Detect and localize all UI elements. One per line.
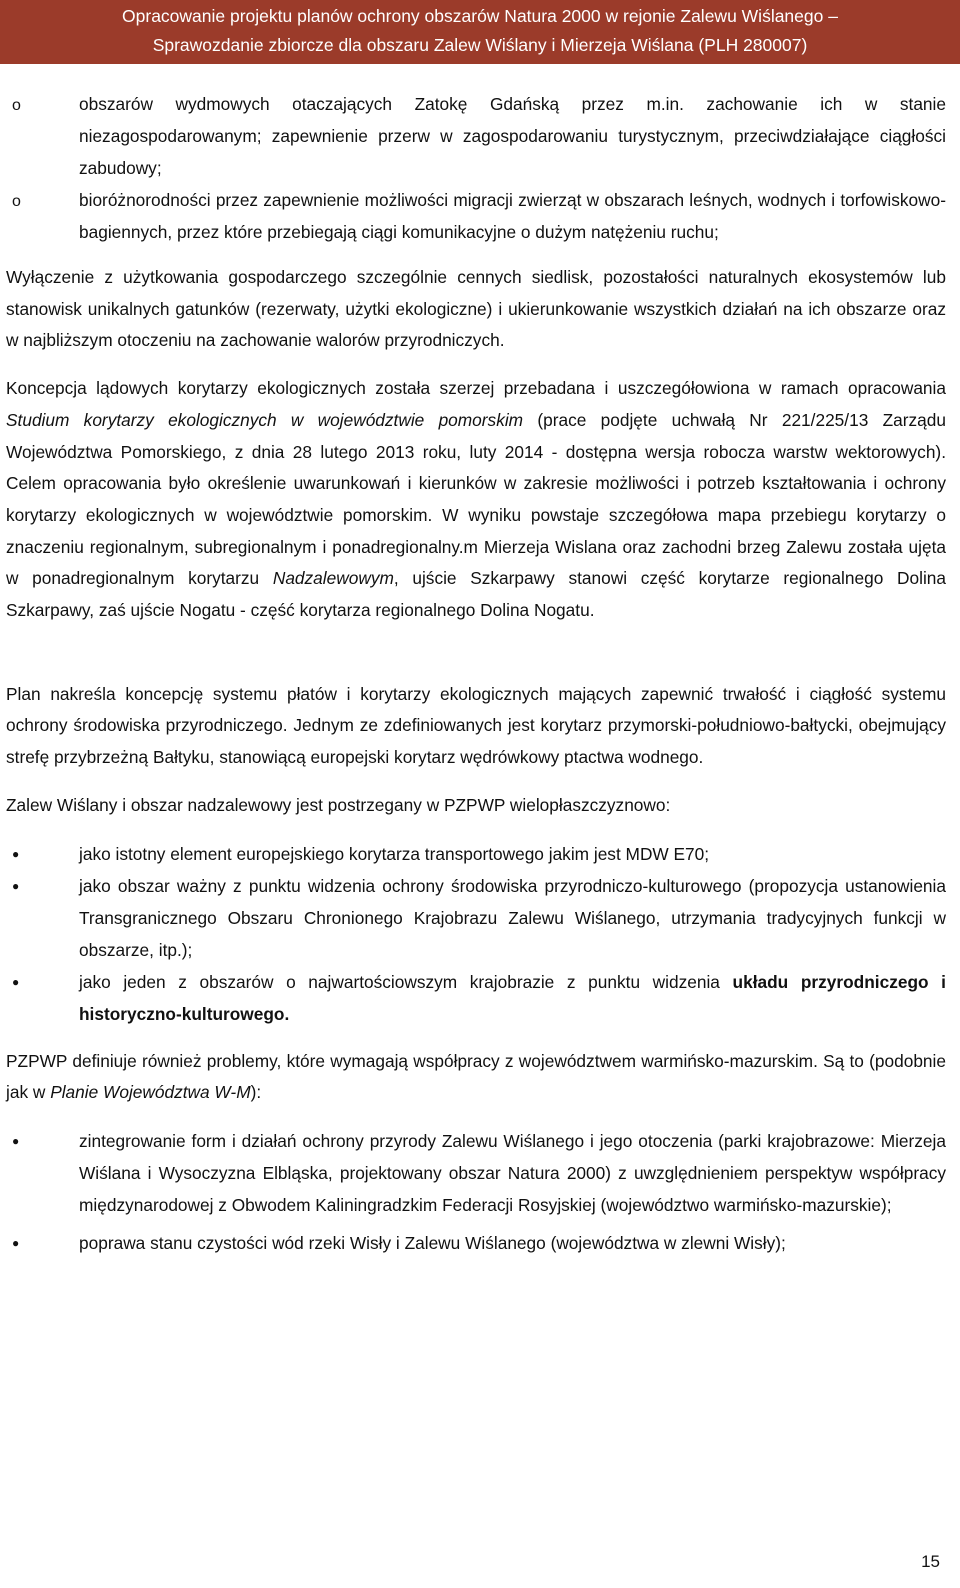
paragraph-corridors-study [6, 373, 946, 627]
text-run: , ujście Szkarpawy stanowi część korytarze regionalnego Dolina Szkarpawy, zaś ujście Nogatu - część korytarza regionalnego Dolina Nogatu. [6, 568, 947, 621]
text-run: ): [250, 1082, 262, 1103]
page-header [0, 0, 960, 64]
header-line-1: Opracowanie projektu planów ochrony obszarów Natura 2000 w rejonie Zalewu Wiślanego – [122, 6, 838, 26]
page-content [6, 88, 946, 1259]
list-item-text: bioróżnorodności przez zapewnienie możliwości migracji zwierząt w obszarach leśnych, wodnych i torfowiskowo-bagiennych, przez które przebiegają ciągi komunikacyjne o dużym natężeniu ruchu; [79, 190, 946, 242]
circle-list-top [6, 88, 946, 248]
text-run: (prace podjęte uchwałą Nr 221/225/13 Zarządu Województwa Pomorskiego, z dnia 28 lutego 2013 roku, luty 2014 - dostępna wersja robocza warstw wektorowych). Celem opracowania było określenie uwarunkowań i kierunków w zakresie możliwości i potrzeb kształtowania i ochrony korytarzy ekologicznych w województwie pomorskim. W wyniku powstaje szczegółowa mapa przebiegu korytarzy o znaczeniu regionalnym, subregionalnym i ponadregionalny.m Mierzeja Wislana oraz zachodni brzeg Zalewu została ujęta w ponadregionalnym korytarzu [6, 409, 947, 589]
list-item [6, 838, 946, 870]
list-item-text: jako jeden z obszarów o najwartościowszym krajobrazie z punktu widzenia [79, 971, 733, 992]
spacer [6, 1030, 946, 1046]
list-item [6, 88, 946, 184]
filled-bullet-icon [12, 870, 32, 904]
circle-bullet-icon [12, 88, 32, 122]
bullet-list-mid [6, 838, 946, 1030]
text-run: Koncepcja lądowych korytarzy ekologicznych została szerzej przebadana i uszczegółowiona w ramach opracowania [6, 378, 946, 399]
list-item-text: obszarów wydmowych otaczających Zatokę Gdańską przez m.in. zachowanie ich w stanie niezagospodarowanym; zapewnienie przerw w zagospodarowaniu turystycznym, przeciwdziałające ciągłości zabudowy; [79, 94, 946, 178]
list-item-text: poprawa stanu czystości wód rzeki Wisły i Zalewu Wiślanego (województwa w zlewni Wisły); [79, 1232, 786, 1253]
list-item-bold-text: układu przyrodniczego i historyczno-kulturowego. [79, 971, 946, 1024]
spacer [6, 822, 946, 838]
spacer [6, 774, 946, 790]
paragraph-pzpwp-intro: Zalew Wiślany i obszar nadzalewowy jest postrzegany w PZPWP wielopłaszczyznowo: [6, 794, 671, 815]
list-item [6, 870, 946, 966]
spacer [6, 357, 946, 373]
paragraph-exclusion: Wyłączenie z użytkowania gospodarczego szczególnie cennych siedlisk, pozostałości naturalnych ekosystemów lub stanowisk unikalnych gatunków (rezerwaty, użytki ekologiczne) i ukierunkowanie wszystkich działań na ich obszarze oraz w najbliższym otoczeniu na zachowanie walorów przyrodniczych. [6, 267, 946, 351]
paragraph-plan-concept: Plan nakreśla koncepcję systemu płatów i korytarzy ekologicznych mających zapewnić trwałość i ciągłość systemu ochrony środowiska przyrodniczego. Jednym ze zdefiniowanych jest korytarz przymorski-południowo-bałtycki, obejmujący strefę przybrzeżną Bałtyku, stanowiącą europejski korytarz wędrówkowy ptactwa wodnego. [6, 683, 946, 768]
plan-title-italic: Planie Województwa W-M [50, 1082, 251, 1103]
list-item-text: zintegrowanie form i działań ochrony przyrody Zalewu Wiślanego i jego otoczenia (parki krajobrazowe: Mierzeja Wiślana i Wysoczyzna Elbląska, projektowany obszar Natura 2000) z uwzględnieniem perspektyw współpracy międzynarodowej z Obwodem Kaliningradzkim Federacji Rosyjskiej (województwo warmińsko-mazurskie); [79, 1130, 946, 1215]
filled-bullet-icon [12, 1227, 32, 1261]
spacer [6, 627, 946, 679]
paragraph-pzpwp-problems [6, 1046, 946, 1109]
corridor-name-italic: Nadzalewowym [272, 568, 394, 589]
spacer [6, 1109, 946, 1125]
text-run: PZPWP definiuje również problemy, które wymagają współpracy z województwem warmińsko-mazurskim. Są to (podobnie jak w [6, 1050, 946, 1103]
list-item [6, 1125, 946, 1221]
list-item [6, 184, 946, 248]
page-number: 15 [921, 1552, 940, 1571]
filled-bullet-icon [12, 966, 32, 1000]
bullet-list-bottom [6, 1125, 946, 1259]
filled-bullet-icon [12, 1125, 32, 1159]
spacer [6, 248, 946, 262]
list-item-text: jako istotny element europejskiego korytarza transportowego jakim jest MDW E70; [79, 843, 710, 864]
list-item-text: jako obszar ważny z punktu widzenia ochrony środowiska przyrodniczo-kulturowego (propozycja ustanowienia Transgranicznego Obszaru Chronionego Krajobrazu Zalewu Wiślanego, utrzymania tradycyjnych funkcji w obszarze, itp.); [79, 875, 946, 960]
list-item [6, 1227, 946, 1259]
filled-bullet-icon [12, 838, 32, 872]
header-line-2: Sprawozdanie zbiorcze dla obszaru Zalew Wiślany i Mierzeja Wiślana (PLH 280007) [152, 35, 808, 55]
circle-bullet-icon [12, 184, 32, 218]
list-item [6, 966, 946, 1030]
study-title-italic: Studium korytarzy ekologicznych w województwie pomorskim [6, 409, 524, 430]
